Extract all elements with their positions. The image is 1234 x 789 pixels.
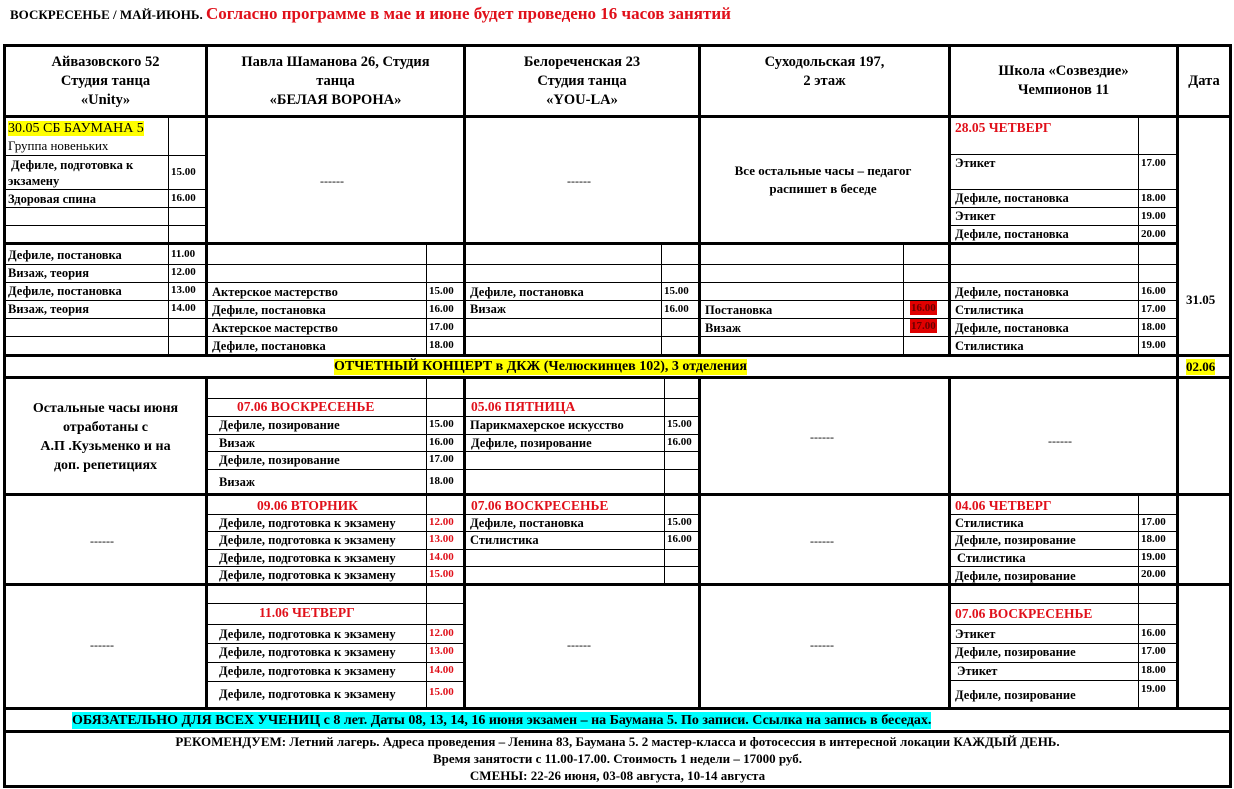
lesson-name: Визаж: [219, 436, 255, 450]
lesson-name: Дефиле, позирование: [955, 645, 1076, 659]
day-heading: 05.06 ПЯТНИЦА: [471, 399, 576, 414]
col-divider: [463, 377, 466, 708]
cell-line: [466, 434, 698, 435]
row-divider: [3, 242, 1179, 245]
lesson-name: Актерское мастерство: [212, 285, 338, 299]
empty-placeholder: ------: [567, 638, 591, 652]
time-col-sep: [426, 245, 427, 354]
header-line: Белореченская 23: [523, 53, 641, 70]
empty-placeholder: ------: [810, 430, 834, 444]
cell-line: [6, 318, 1176, 319]
teacher-note: Все остальные часы – педагог распишет в беседе: [734, 163, 912, 196]
lesson-name: Визаж: [705, 321, 741, 335]
lesson-name: Дефиле, позирование: [471, 436, 592, 450]
header-line: Чемпионов 11: [1017, 82, 1110, 98]
header-line: «Unity»: [80, 91, 131, 108]
cell-line: [208, 603, 463, 604]
lesson-name: Стилистика: [955, 303, 1024, 317]
lesson-name: Дефиле, позирование: [955, 569, 1076, 583]
cell-line: [6, 225, 205, 226]
header-line: 2 этаж: [803, 73, 846, 89]
cell-line: [466, 451, 698, 452]
recommend-line: Время занятости с 11.00-17.00. Стоимость 1 недели – 17000 руб.: [432, 751, 803, 766]
lesson-name: Этикет: [955, 209, 996, 223]
lesson-time: 18.00: [1141, 192, 1166, 204]
time-col-sep: [1138, 245, 1139, 354]
lesson-name: Дефиле, позирование: [219, 418, 340, 432]
cell-line: [208, 451, 463, 452]
lesson-time: 14.00: [429, 551, 454, 563]
header-line: танца: [316, 72, 355, 89]
header-col-3: [466, 47, 698, 115]
header-line: «YOU-LA»: [546, 91, 618, 108]
lesson-name: Дефиле, подготовка к экзамену: [219, 516, 396, 530]
lesson-name: Стилистика: [470, 533, 539, 547]
empty-placeholder: ------: [1048, 434, 1072, 448]
lesson-name: Дефиле, позирование: [955, 533, 1076, 547]
lesson-time: 19.00: [1141, 551, 1166, 563]
time-col-sep: [168, 245, 169, 354]
lesson-name: Визаж, теория: [8, 302, 89, 316]
cell-line: [466, 566, 698, 567]
lesson-name: Дефиле, позирование: [219, 453, 340, 467]
lesson-time: 16.00: [664, 303, 689, 315]
time-col-sep: [661, 245, 662, 354]
lesson-time: 19.00: [1141, 339, 1166, 351]
lesson-name: Дефиле, постановка: [212, 303, 326, 317]
row-divider: [3, 493, 1232, 496]
lesson-name: Этикет: [955, 156, 996, 170]
lesson-time: 17.00: [1141, 516, 1166, 528]
lesson-time: 16.00: [171, 192, 196, 204]
june-hours-note: [8, 396, 203, 478]
lesson-name: Визаж: [470, 302, 506, 316]
lesson-time: 16.00: [429, 436, 454, 448]
cell-line: [951, 154, 1176, 155]
cell-line: [208, 549, 463, 550]
page-title: [10, 4, 731, 24]
time-col-sep: [1138, 586, 1139, 707]
lesson-time: 19.00: [1141, 683, 1166, 695]
empty-placeholder: ------: [567, 174, 591, 188]
cell-line: [208, 624, 463, 625]
cell-line: [208, 566, 463, 567]
header-col-date: [1179, 47, 1229, 115]
col-divider: [1176, 356, 1179, 377]
row-divider: [3, 354, 1232, 357]
header-col-5: [951, 47, 1176, 115]
lesson-time: 20.00: [1141, 568, 1166, 580]
time-col-sep: [664, 379, 665, 493]
lesson-time: 16.00: [1141, 627, 1166, 639]
lesson-time: 11.00: [171, 248, 196, 260]
lesson-name: Визаж: [219, 475, 255, 489]
col-divider: [698, 377, 701, 708]
lesson-name: Дефиле, подготовка к экзамену: [219, 551, 396, 565]
lesson-time: 13.00: [429, 645, 454, 657]
cell-line: [208, 662, 463, 663]
lesson-name: Дефиле, подготовка к экзамену: [219, 645, 396, 659]
lesson-time: 18.00: [1141, 321, 1166, 333]
recommend-line: РЕКОМЕНДУЕМ: Летний лагерь. Адреса проведения – Ленина 83, Баумана 5. 2 мастер-класса и фотосессия в интересной локации КАЖДЫЙ ДЕНЬ.: [175, 734, 1060, 749]
lesson-name: Дефиле, постановка: [8, 248, 122, 262]
empty-placeholder: ------: [810, 638, 834, 652]
lesson-time: 15.00: [429, 418, 454, 430]
lesson-time: 18.00: [429, 339, 454, 351]
lesson-name: Стилистика: [955, 516, 1024, 530]
lesson-time: 18.00: [429, 475, 454, 487]
lesson-time: 15.00: [429, 285, 454, 297]
note-line: доп. репетициях: [53, 458, 158, 473]
lesson-time: 12.00: [429, 516, 454, 528]
recommend-block: [6, 733, 1229, 786]
header-line: Суходольская 197,: [764, 54, 885, 70]
row-divider: [3, 115, 1232, 118]
lesson-name: Дефиле, постановка: [955, 285, 1069, 299]
lesson-time: 16.00: [667, 533, 692, 545]
note-line: А.П .Кузьменко и на: [40, 439, 171, 454]
time-col-sep: [426, 379, 427, 493]
lesson-time: 18.00: [1141, 533, 1166, 545]
time-col-sep: [426, 496, 427, 583]
lesson-name: Стилистика: [957, 551, 1026, 565]
cell-line: [951, 225, 1176, 226]
lesson-name: Этикет: [955, 627, 996, 641]
header-col-4: [701, 47, 948, 97]
cell-line: [466, 549, 698, 550]
cell-line: [951, 680, 1176, 681]
lesson-time: 17.00: [429, 321, 454, 333]
empty-placeholder: ------: [90, 638, 114, 652]
lesson-name: Этикет: [957, 664, 998, 678]
lesson-time: 15.00: [171, 166, 196, 178]
lesson-name: Дефиле, постановка: [955, 191, 1069, 205]
lesson-name: Дефиле, постановка: [955, 227, 1069, 241]
group-label: Группа новеньких: [8, 138, 109, 153]
lesson-name: Дефиле, постановка: [955, 321, 1069, 335]
lesson-time: 17.00: [429, 453, 454, 465]
lesson-time: 17.00: [1141, 157, 1166, 169]
note-line: отработаны с: [62, 420, 149, 435]
lesson-time: 12.00: [171, 266, 196, 278]
time-col-sep: [1138, 118, 1139, 242]
header-line: «БЕЛАЯ ВОРОНА»: [269, 91, 402, 108]
cell-line: [208, 469, 463, 470]
cell-line: [466, 531, 698, 532]
cell-line: [208, 643, 463, 644]
cell-line: [466, 469, 698, 470]
concert-banner: ОТЧЕТНЫЙ КОНЦЕРТ в ДКЖ (Челюскинцев 102), 3 отделения: [334, 359, 747, 374]
cell-line: [208, 531, 463, 532]
cell-line: [951, 603, 1176, 604]
lesson-time: 15.00: [664, 285, 689, 297]
day-heading: 09.06 ВТОРНИК: [257, 498, 358, 513]
lesson-name: Актерское мастерство: [212, 321, 338, 335]
cell-line: [208, 681, 463, 682]
lesson-time: 14.00: [171, 302, 196, 314]
lesson-name: Визаж, теория: [8, 266, 89, 280]
lesson-name: Дефиле, постановка: [470, 516, 584, 530]
lesson-name: Стилистика: [955, 339, 1024, 353]
header-col-2: [208, 47, 463, 115]
lesson-name: Дефиле, подготовка к экзамену: [219, 627, 396, 641]
time-col-sep: [426, 586, 427, 707]
cell-line: [951, 207, 1176, 208]
lesson-name: Дефиле, постановка: [8, 284, 122, 298]
lesson-time: 17.00: [1141, 645, 1166, 657]
lesson-name: Дефиле, позирование: [955, 688, 1076, 702]
lesson-time: 16.00: [1141, 285, 1166, 297]
date-location-label: 30.05 СБ БАУМАНА 5: [8, 121, 144, 136]
row-divider: [3, 376, 1232, 379]
lesson-time: 13.00: [171, 284, 196, 296]
day-heading: 11.06 ЧЕТВЕРГ: [259, 605, 355, 620]
lesson-time: 15.00: [667, 516, 692, 528]
cell-line: [6, 207, 205, 208]
mandatory-exam-banner: ОБЯЗАТЕЛЬНО ДЛЯ ВСЕХ УЧЕНИЦ с 8 лет. Даты 08, 13, 14, 16 июня экзамен – на Баумана 5. По записи. Ссылка на запись в беседах.: [72, 713, 932, 728]
cell-line: [208, 514, 463, 515]
lesson-time: 18.00: [1141, 664, 1166, 676]
cell-line: [951, 189, 1176, 190]
concert-date: 02.06: [1186, 359, 1216, 374]
lesson-time: 16.00: [667, 436, 692, 448]
row-date: 31.05: [1186, 292, 1216, 307]
lesson-time: 13.00: [429, 533, 454, 545]
lesson-name: экзамену: [8, 174, 60, 188]
lesson-name: Дефиле, постановка: [470, 285, 584, 299]
lesson-time: 14.00: [429, 664, 454, 676]
header-line: Дата: [1188, 72, 1220, 89]
empty-placeholder: ------: [90, 534, 114, 548]
lesson-time: 15.00: [429, 686, 454, 698]
lesson-name: Парикмахерское искусство: [470, 418, 624, 432]
lesson-name: Дефиле, подготовка к экзамену: [219, 664, 396, 678]
empty-placeholder: ------: [320, 174, 344, 188]
col-divider: [948, 377, 951, 708]
empty-placeholder: ------: [810, 534, 834, 548]
header-line: Студия танца: [537, 72, 627, 89]
lesson-name: Дефиле, подготовка к: [11, 158, 134, 172]
lesson-name: Здоровая спина: [8, 192, 97, 206]
lesson-time: 12.00: [429, 627, 454, 639]
recommend-line: СМЕНЫ: 22-26 июня, 03-08 августа, 10-14 августа: [469, 768, 766, 783]
cell-line: [6, 155, 205, 156]
day-heading: 07.06 ВОСКРЕСЕНЬЕ: [237, 399, 375, 414]
cell-line: [208, 434, 463, 435]
lesson-time: 19.00: [1141, 210, 1166, 222]
lesson-time-highlighted: 17.00: [911, 320, 936, 332]
col-divider: [205, 377, 208, 708]
day-heading: 28.05 ЧЕТВЕРГ: [955, 120, 1052, 135]
lesson-name: Дефиле, подготовка к экзамену: [219, 687, 396, 701]
time-col-sep: [664, 496, 665, 583]
cell-line: [6, 336, 1176, 337]
cell-line: [466, 514, 698, 515]
header-col-1: [6, 47, 205, 115]
col-divider: [1176, 377, 1179, 708]
header-line: Школа «Созвездие»: [998, 63, 1129, 79]
cell-line: [208, 416, 463, 417]
title-prefix: ВОСКРЕСЕНЬЕ / МАЙ-ИЮНЬ.: [10, 7, 203, 22]
day-heading: 04.06 ЧЕТВЕРГ: [955, 498, 1052, 513]
title-highlight: Согласно программе в мае и июне будет проведено 16 часов занятий: [205, 4, 731, 23]
header-line: Студия танца: [60, 72, 151, 89]
lesson-time: 17.00: [1141, 303, 1166, 315]
day-heading: 07.06 ВОСКРЕСЕНЬЕ: [955, 606, 1093, 621]
header-line: Айвазовского 52: [51, 53, 160, 70]
lesson-time: 20.00: [1141, 228, 1166, 240]
cell-line: [951, 624, 1176, 625]
header-line: Павла Шаманова 26, Студия: [241, 53, 430, 70]
time-col-sep: [1138, 496, 1139, 583]
lesson-time: 15.00: [429, 568, 454, 580]
lesson-name: Постановка: [705, 303, 773, 317]
note-line: Остальные часы июня: [32, 401, 179, 416]
lesson-name: Дефиле, подготовка к экзамену: [219, 533, 396, 547]
day-heading: 07.06 ВОСКРЕСЕНЬЕ: [471, 498, 609, 513]
lesson-name: Дефиле, постановка: [212, 339, 326, 353]
row-divider: [3, 707, 1232, 710]
lesson-time: 16.00: [429, 303, 454, 315]
lesson-name: Дефиле, подготовка к экзамену: [219, 568, 396, 582]
cell-line: [6, 189, 205, 190]
lesson-time: 15.00: [667, 418, 692, 430]
cell-line: [466, 416, 698, 417]
time-col-sep: [168, 118, 169, 242]
time-col-sep: [903, 245, 904, 354]
lesson-time-highlighted: 16.00: [911, 302, 936, 314]
